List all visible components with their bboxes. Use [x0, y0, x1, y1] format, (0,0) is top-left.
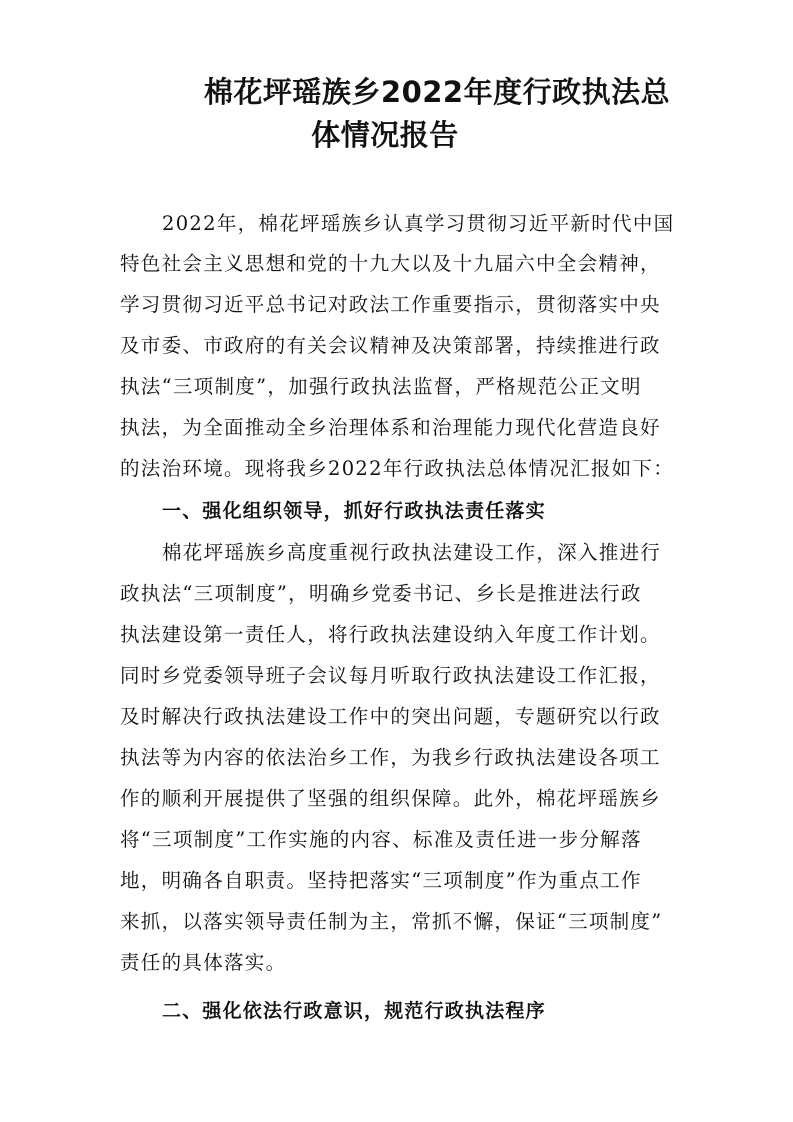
document-title-line-2: 体情况报告: [311, 118, 459, 152]
intro-line: 2022年，棉花坪瑶族乡认真学习贯彻习近平新时代中国: [162, 212, 675, 235]
section-heading-2: 二、强化依法行政意识，规范行政执法程序: [162, 1000, 546, 1022]
document-title-line-1: 棉花坪瑶族乡2022年度行政执法总: [203, 75, 671, 109]
section-1-line: 同时乡党委领导班子会议每月听取行政执法建设工作汇报，: [120, 664, 661, 687]
intro-line: 特色社会主义思想和党的十九大以及十九届六中全会精神，: [120, 252, 661, 275]
intro-line: 执法“三项制度”，加强行政执法监督，严格规范公正文明: [120, 375, 642, 398]
section-1-line: 执法等为内容的依法治乡工作，为我乡行政执法建设各项工: [120, 746, 661, 769]
section-1-line: 政执法“三项制度”，明确乡党委书记、乡长是推进法行政: [120, 582, 642, 605]
section-1-line: 棉花坪瑶族乡高度重视行政执法建设工作，深入推进行: [162, 541, 662, 564]
intro-line: 的法治环境。现将我乡2022年行政执法总体情况汇报如下：: [120, 457, 675, 480]
section-1-line: 及时解决行政执法建设工作中的突出问题，专题研究以行政: [120, 705, 661, 728]
intro-line: 执法，为全面推动全乡治理体系和治理能力现代化营造良好: [120, 416, 661, 439]
section-1-line: 地，明确各自职责。坚持把落实“三项制度”作为重点工作: [120, 869, 642, 892]
section-1-line: 责任的具体落实。: [120, 951, 287, 974]
section-1-line: 来抓，以落实领导责任制为主，常抓不懈，保证“三项制度”: [120, 910, 663, 933]
section-heading-1: 一、强化组织领导，抓好行政执法责任落实: [162, 500, 546, 522]
intro-line: 学习贯彻习近平总书记对政法工作重要指示，贯彻落实中央: [120, 293, 661, 316]
section-1-line: 执法建设第一责任人，将行政执法建设纳入年度工作计划。: [120, 623, 661, 646]
section-1-line: 将“三项制度”工作实施的内容、标准及责任进一步分解落: [120, 828, 642, 851]
intro-line: 及市委、市政府的有关会议精神及决策部署，持续推进行政: [120, 334, 661, 357]
section-1-line: 作的顺利开展提供了坚强的组织保障。此外，棉花坪瑶族乡: [120, 787, 661, 810]
